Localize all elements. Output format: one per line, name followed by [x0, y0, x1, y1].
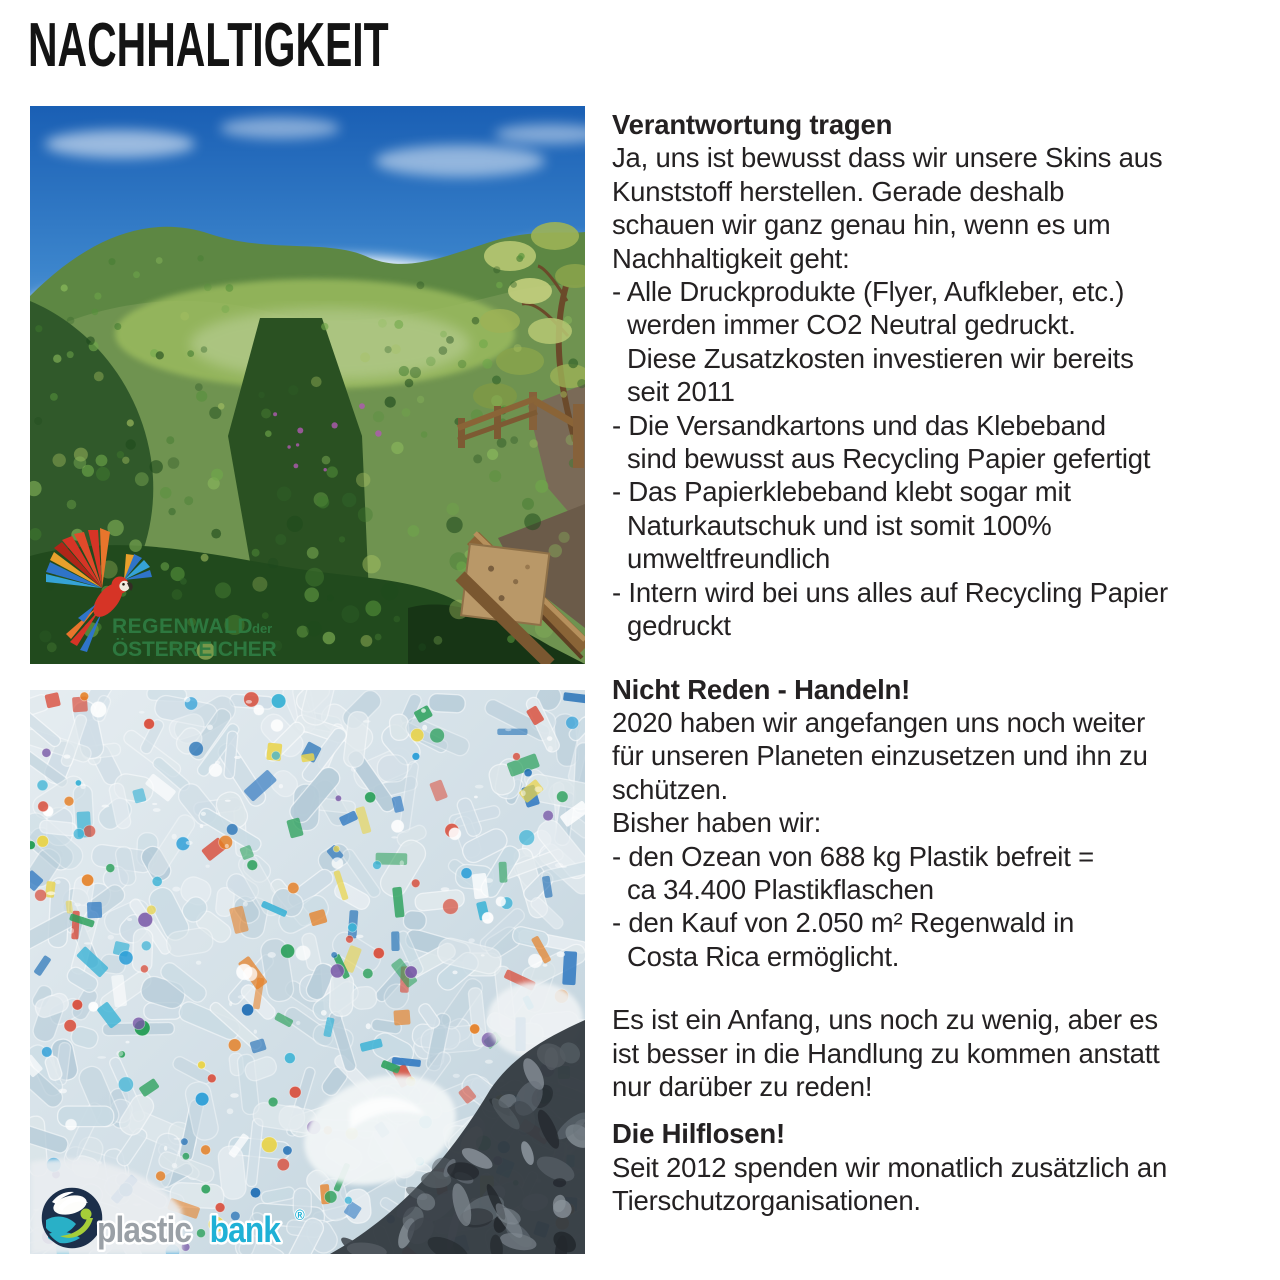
- text-column: [612, 108, 1272, 1218]
- text-line: werden immer CO2 Neutral gedruckt.: [627, 309, 1076, 341]
- regenwald-logo-der: der: [252, 621, 273, 636]
- text-line: ist besser in die Handlung zu kommen anstatt: [612, 1037, 1160, 1069]
- section-hilflosen: [612, 1117, 1272, 1217]
- page-title: NACHHALTIGKEIT: [28, 11, 389, 80]
- text-line: Diese Zusatzkosten investieren wir bereits: [627, 342, 1134, 374]
- text-line: für unseren Planeten einzusetzen und ihn zu: [612, 740, 1148, 772]
- regenwald-logo-line2: ÖSTERREICHER: [112, 638, 277, 661]
- text-line: Seit 2012 spenden wir monatlich zusätzlich an: [612, 1151, 1168, 1183]
- text-line: - Alle Druckprodukte (Flyer, Aufkleber, etc.): [612, 276, 1125, 308]
- text-line: seit 2011: [627, 376, 735, 408]
- section-heading: Verantwortung tragen: [612, 109, 893, 140]
- text-line: - den Kauf von 2.050 m² Regenwald in: [612, 907, 1075, 939]
- plasticbank-logo-bank: bank: [209, 1210, 281, 1251]
- text-line: 2020 haben wir angefangen uns noch weiter: [612, 706, 1146, 738]
- text-line: Kunststoff herstellen. Gerade deshalb: [612, 175, 1065, 207]
- text-line: Bisher haben wir:: [612, 807, 822, 839]
- plasticbank-logo-plastic: plastic: [97, 1210, 192, 1251]
- plastic-bottles-photo: [30, 690, 585, 1254]
- text-line: Es ist ein Anfang, uns noch zu wenig, aber es: [612, 1004, 1158, 1036]
- text-line: nur darüber zu reden!: [612, 1070, 873, 1102]
- rainforest-illustration: [30, 106, 585, 664]
- section-nicht-reden: [612, 673, 1272, 974]
- text-line: schützen.: [612, 773, 728, 805]
- text-line: Nachhaltigkeit geht:: [612, 242, 850, 274]
- plastic-illustration: [30, 690, 585, 1254]
- text-line: - Intern wird bei uns alles auf Recycling Papier: [612, 576, 1168, 608]
- text-line: gedruckt: [627, 610, 731, 642]
- section-anfang: [612, 1003, 1272, 1103]
- text-line: Tierschutzorganisationen.: [612, 1185, 921, 1217]
- text-line: Ja, uns ist bewusst dass wir unsere Skins aus: [612, 142, 1163, 174]
- text-line: - Die Versandkartons und das Klebeband: [612, 409, 1106, 441]
- text-line: Costa Rica ermöglicht.: [627, 940, 900, 972]
- text-line: schauen wir ganz genau hin, wenn es um: [612, 209, 1111, 241]
- text-line: sind bewusst aus Recycling Papier gefertigt: [627, 443, 1151, 475]
- section-verantwortung: [612, 108, 1272, 643]
- text-line: umweltfreundlich: [627, 543, 831, 575]
- text-line: - Das Papierklebeband klebt sogar mit: [612, 476, 1071, 508]
- section-heading: Nicht Reden - Handeln!: [612, 673, 911, 705]
- regenwald-logo: [112, 615, 276, 661]
- text-line: - den Ozean von 688 kg Plastik befreit =: [612, 840, 1094, 872]
- text-line: ca 34.400 Plastikflaschen: [627, 873, 934, 905]
- plasticbank-emblem: [43, 1189, 101, 1247]
- section-heading: Die Hilflosen!: [612, 1118, 785, 1150]
- plasticbank-logo-registered: ®: [295, 1206, 305, 1224]
- rainforest-photo: [30, 106, 585, 664]
- regenwald-logo-line1: REGENWALD: [112, 615, 253, 638]
- text-line: Naturkautschuk und ist somit 100%: [627, 509, 1052, 541]
